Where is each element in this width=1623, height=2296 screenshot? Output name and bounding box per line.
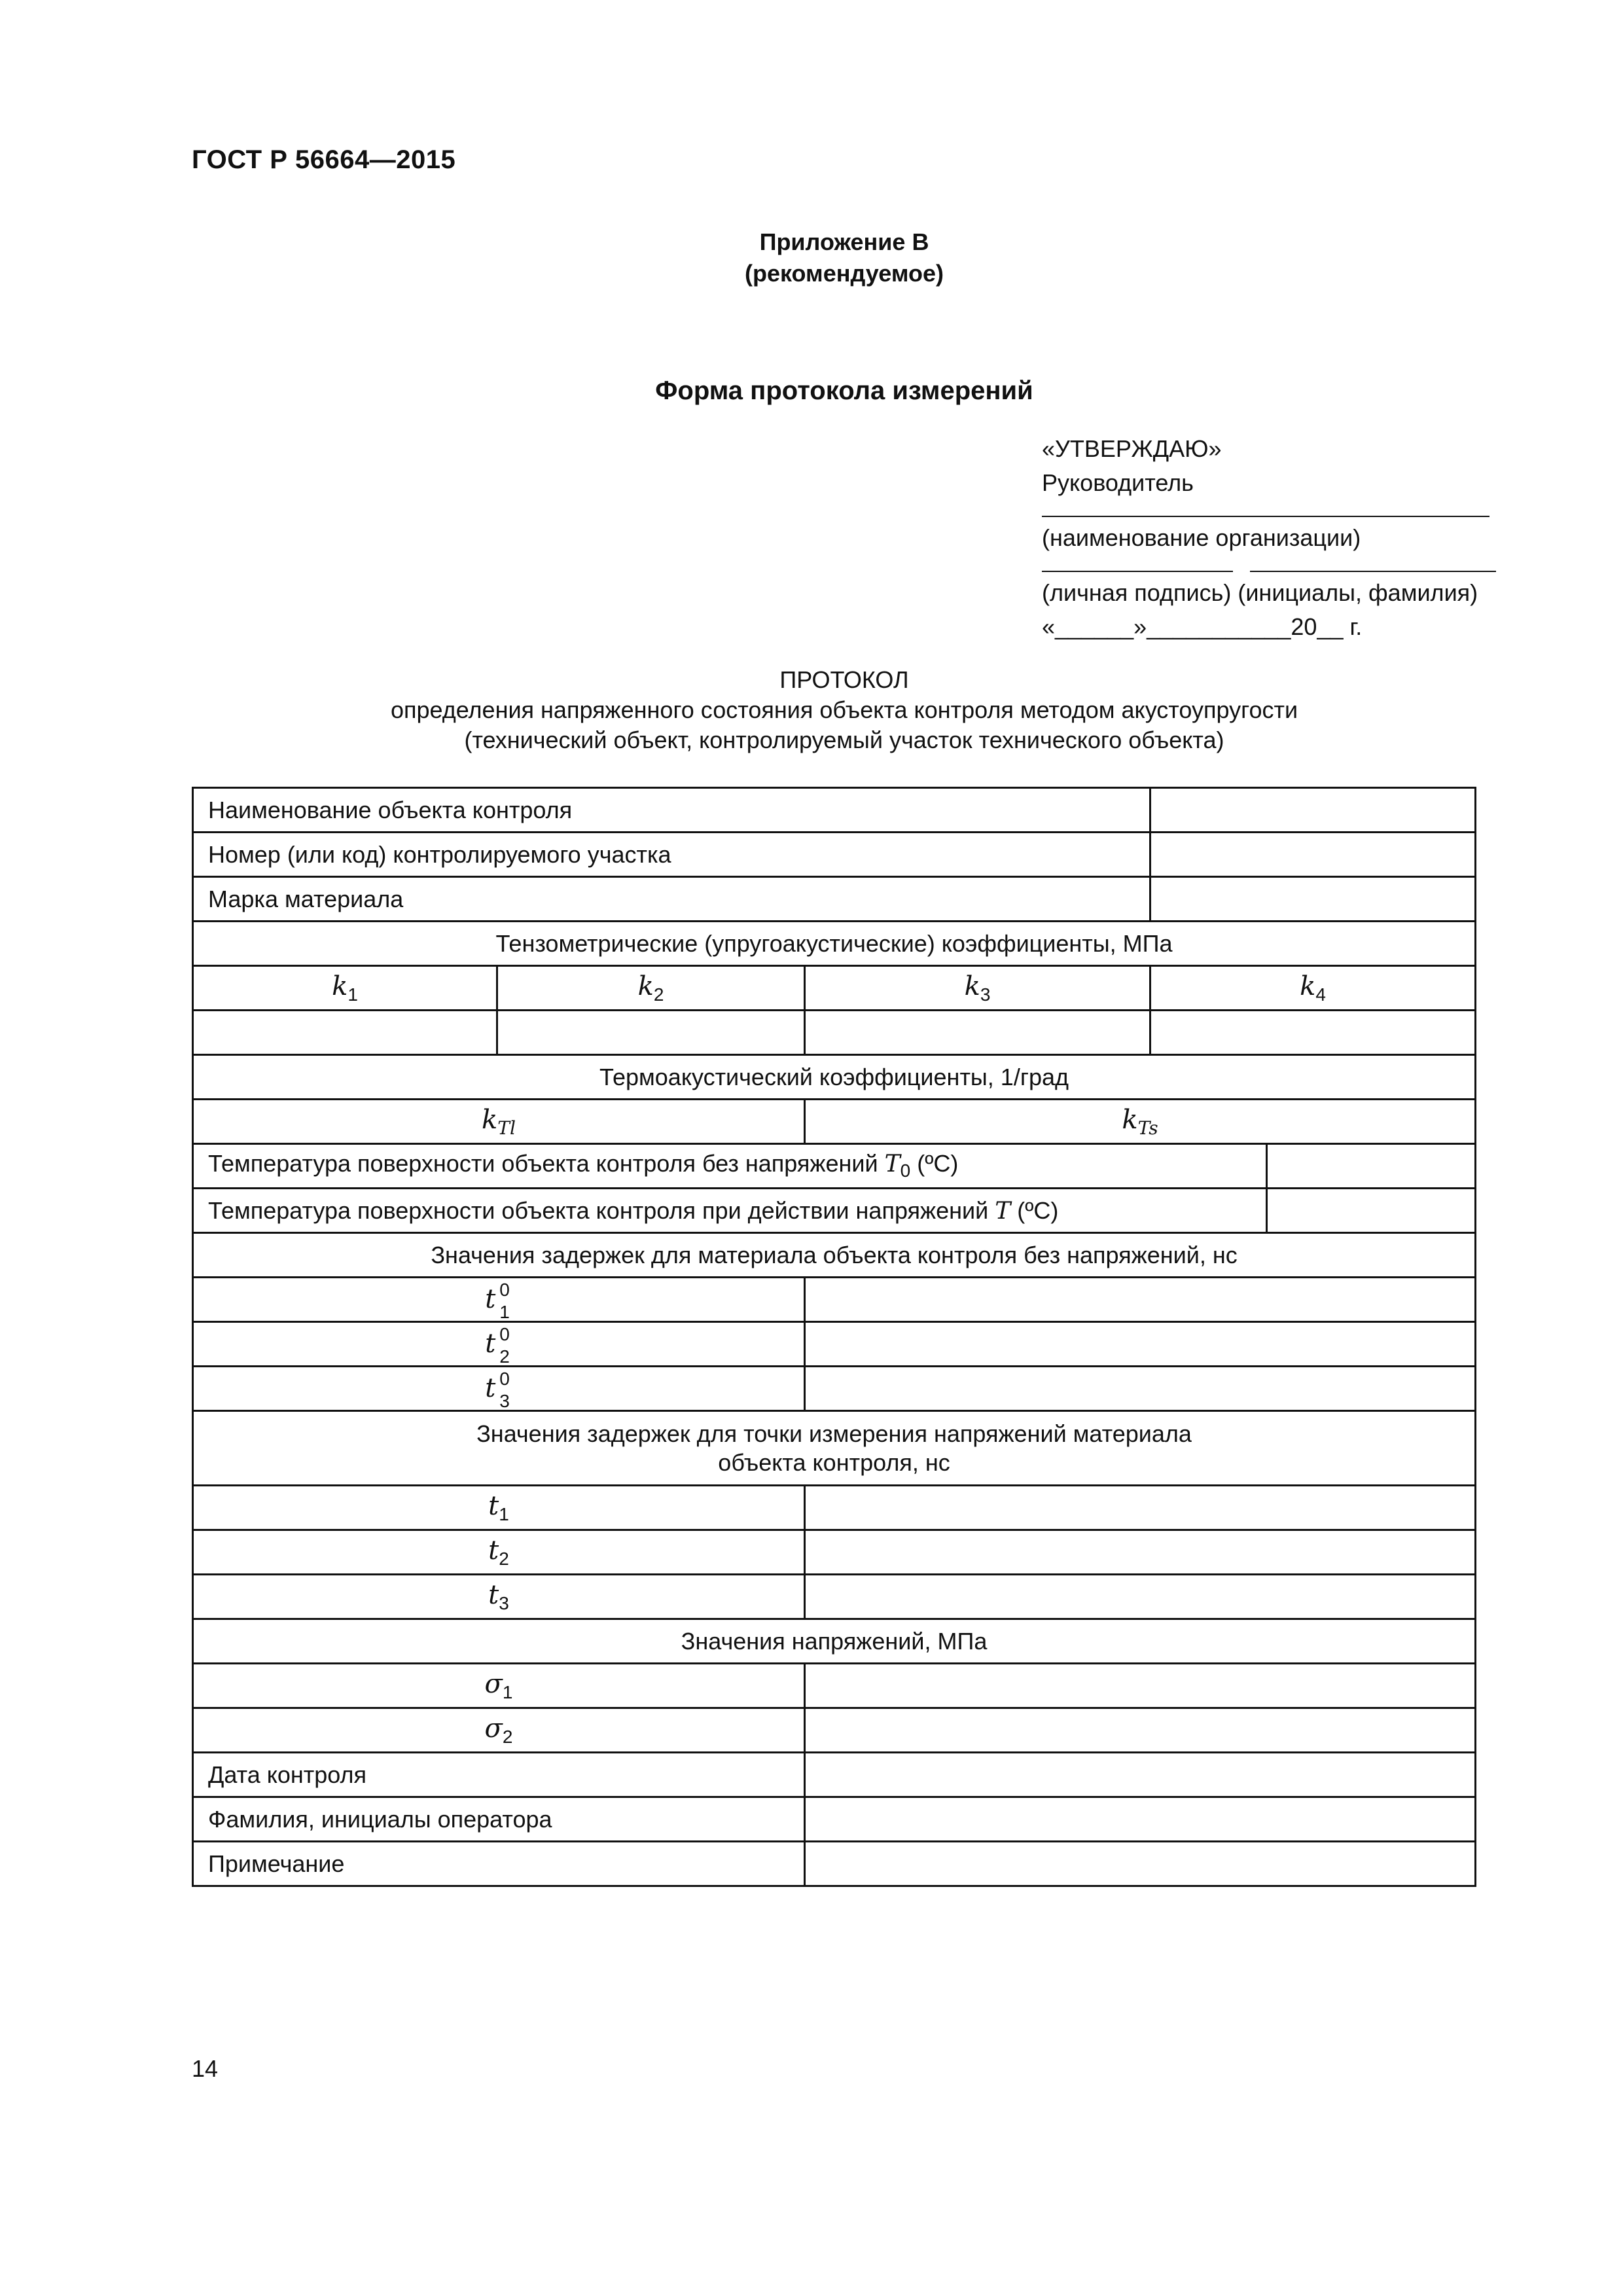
t01-sup: 0 — [499, 1279, 510, 1300]
appendix-status: (рекомендуемое) — [745, 260, 944, 287]
temp-no-stress-field[interactable] — [1267, 1144, 1476, 1189]
approval-head: Руководитель — [1042, 469, 1194, 496]
protocol-object-note: (технический объект, контролируемый участок технического объекта) — [464, 726, 1224, 753]
k2-symbol — [497, 966, 805, 1011]
sigma1-base: σ — [484, 1668, 503, 1699]
t1-index: 1 — [499, 1503, 509, 1524]
kts-base: k — [1122, 1104, 1138, 1135]
temp-no-stress-symbol: T — [884, 1151, 901, 1178]
protocol-title: ПРОТОКОЛ — [779, 666, 909, 693]
page-number: 14 — [192, 2055, 219, 2082]
temp-stress-symbol: T — [995, 1197, 1011, 1225]
object-name-label: Наименование объекта контроля — [193, 788, 1150, 833]
org-caption: (наименование организации) — [1042, 524, 1361, 551]
t1-value-field[interactable] — [805, 1486, 1476, 1530]
t02-base: t — [485, 1328, 496, 1359]
thermo-coefficients-header: Термоакустический коэффициенты, 1/град — [193, 1055, 1476, 1100]
k1-base: k — [332, 971, 348, 1001]
material-grade-field[interactable] — [1150, 877, 1476, 922]
table-row — [193, 1411, 1476, 1486]
table-row — [193, 1011, 1476, 1055]
table-row — [193, 1797, 1476, 1842]
table-row — [193, 1664, 1476, 1708]
t02-value-field[interactable] — [805, 1322, 1476, 1367]
table-row — [193, 1055, 1476, 1100]
table-row — [193, 922, 1476, 966]
appendix-heading — [190, 226, 1499, 289]
operator-field[interactable] — [805, 1797, 1476, 1842]
table-row — [193, 1144, 1476, 1189]
k1-value-field[interactable] — [193, 1011, 497, 1055]
table-row — [193, 1486, 1476, 1530]
note-label: Примечание — [193, 1842, 805, 1886]
control-date-label: Дата контроля — [193, 1753, 805, 1797]
sigma2-symbol — [193, 1708, 805, 1753]
t3-symbol — [193, 1575, 805, 1619]
ktl-symbol — [193, 1100, 805, 1144]
table-row — [193, 1708, 1476, 1753]
temp-stress-label — [193, 1189, 1267, 1233]
table-row — [193, 1367, 1476, 1411]
temp-no-stress-unit: (ºC) — [910, 1150, 959, 1177]
k3-symbol — [805, 966, 1150, 1011]
k4-index: 4 — [1315, 984, 1326, 1005]
k3-index: 3 — [980, 984, 991, 1005]
temp-stress-unit: (ºC) — [1010, 1196, 1059, 1224]
standard-designation: ГОСТ Р 56664—2015 — [192, 145, 456, 174]
appendix-label: Приложение В — [759, 228, 929, 255]
k4-value-field[interactable] — [1150, 1011, 1476, 1055]
k3-value-field[interactable] — [805, 1011, 1150, 1055]
t2-base: t — [488, 1535, 499, 1566]
object-name-field[interactable] — [1150, 788, 1476, 833]
ktl-index: Tl — [497, 1117, 516, 1139]
t3-base: t — [488, 1579, 499, 1610]
approval-block — [1042, 432, 1500, 644]
t1-symbol — [193, 1486, 805, 1530]
k2-base: k — [637, 971, 654, 1001]
t03-symbol — [193, 1367, 805, 1411]
signature-caption: (личная подпись) (инициалы, фамилия) — [1042, 579, 1478, 606]
table-row — [193, 833, 1476, 877]
table-row — [193, 788, 1476, 833]
protocol-heading — [190, 665, 1499, 755]
k4-base: k — [1300, 971, 1316, 1001]
t01-symbol — [193, 1278, 805, 1322]
temp-no-stress-text: Температура поверхности объекта контроля без напряжений — [208, 1150, 885, 1177]
table-row — [193, 1575, 1476, 1619]
table-row — [193, 966, 1476, 1011]
k4-symbol — [1150, 966, 1476, 1011]
table-row — [193, 1278, 1476, 1322]
approval-stamp: «УТВЕРЖДАЮ» — [1042, 435, 1222, 462]
sigma2-index: 2 — [502, 1726, 513, 1747]
section-code-field[interactable] — [1150, 833, 1476, 877]
operator-label: Фамилия, инициалы оператора — [193, 1797, 805, 1842]
t1-base: t — [488, 1490, 499, 1521]
delays-point-header-line2: объекта контроля, нс — [718, 1448, 950, 1476]
sigma2-value-field[interactable] — [805, 1708, 1476, 1753]
signature-lines — [1042, 555, 1500, 575]
table-row — [193, 1322, 1476, 1367]
t2-symbol — [193, 1530, 805, 1575]
temp-stress-field[interactable] — [1267, 1189, 1476, 1233]
table-row — [193, 1233, 1476, 1278]
table-row — [193, 1189, 1476, 1233]
sigma1-index: 1 — [502, 1681, 513, 1702]
t02-sup: 0 — [499, 1323, 510, 1344]
k2-index: 2 — [653, 984, 664, 1005]
t03-sub: 3 — [499, 1390, 510, 1411]
table-row — [193, 1530, 1476, 1575]
t01-value-field[interactable] — [805, 1278, 1476, 1322]
t3-value-field[interactable] — [805, 1575, 1476, 1619]
kts-index: Ts — [1137, 1117, 1158, 1139]
name-line — [1250, 571, 1496, 572]
t2-index: 2 — [499, 1548, 509, 1569]
delays-point-header — [193, 1411, 1476, 1486]
k1-index: 1 — [348, 984, 358, 1005]
table-row — [193, 1100, 1476, 1144]
temp-stress-text: Температура поверхности объекта контроля при действии напряжений — [208, 1196, 995, 1224]
protocol-table — [192, 787, 1476, 1887]
tenso-coefficients-header: Тензометрические (упругоакустические) коэффициенты, МПа — [193, 922, 1476, 966]
t3-index: 3 — [499, 1592, 509, 1613]
temp-no-stress-label — [193, 1144, 1267, 1189]
delays-no-stress-header: Значения задержек для материала объекта контроля без напряжений, нс — [193, 1233, 1476, 1278]
temp-no-stress-index: 0 — [900, 1160, 911, 1181]
k3-base: k — [964, 971, 980, 1001]
protocol-subtitle: определения напряженного состояния объекта контроля методом акустоупругости — [390, 696, 1298, 723]
stress-values-header: Значения напряжений, МПа — [193, 1619, 1476, 1664]
signature-line — [1042, 571, 1233, 572]
table-row — [193, 1842, 1476, 1886]
table-row — [193, 877, 1476, 922]
table-row — [193, 1619, 1476, 1664]
k2-value-field[interactable] — [497, 1011, 805, 1055]
note-field[interactable] — [805, 1842, 1476, 1886]
sigma1-value-field[interactable] — [805, 1664, 1476, 1708]
k1-symbol — [193, 966, 497, 1011]
t2-value-field[interactable] — [805, 1530, 1476, 1575]
t02-symbol — [193, 1322, 805, 1367]
sigma1-symbol — [193, 1664, 805, 1708]
org-name-line — [1042, 516, 1489, 517]
kts-symbol — [805, 1100, 1476, 1144]
t02-sub: 2 — [499, 1346, 510, 1367]
delays-point-header-line1: Значения задержек для точки измерения напряжений материала — [476, 1420, 1192, 1447]
t03-value-field[interactable] — [805, 1367, 1476, 1411]
ktl-base: k — [482, 1104, 498, 1135]
table-row — [193, 1753, 1476, 1797]
approval-date: «______»___________20__ г. — [1042, 613, 1363, 640]
t03-sup: 0 — [499, 1368, 510, 1389]
form-title: Форма протокола измерений — [655, 376, 1033, 405]
control-date-field[interactable] — [805, 1753, 1476, 1797]
t03-base: t — [485, 1372, 496, 1403]
section-code-label: Номер (или код) контролируемого участка — [193, 833, 1150, 877]
sigma2-base: σ — [484, 1713, 503, 1744]
material-grade-label: Марка материала — [193, 877, 1150, 922]
t01-sub: 1 — [499, 1301, 510, 1322]
t01-base: t — [485, 1283, 496, 1314]
